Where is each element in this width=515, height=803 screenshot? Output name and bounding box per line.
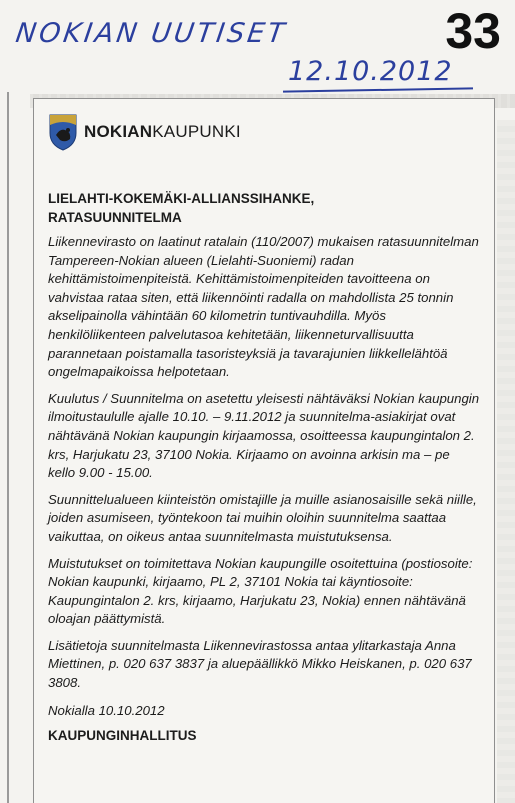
heading-line: RATASUUNNITELMA xyxy=(48,210,182,225)
column-rule xyxy=(7,92,9,803)
notice-paragraph: Suunnittelualueen kiinteistön omistajille ja muille asianosaisille sekä niille, joiden asumiseen, työntekoon tai muihin oloihin suunnitelma saattaa vaikuttaa, on oikeus antaa suunnitelmasta muistutuksensa. xyxy=(48,491,477,544)
date-underline xyxy=(283,87,473,92)
handwritten-title: NOKIAN UUTISET xyxy=(13,18,290,49)
heading-line: LIELAHTI-KOKEMÄKI-ALLIANSSIHANKE, xyxy=(48,191,315,206)
page-number: 33 xyxy=(445,3,501,59)
notice-paragraph: Liikennevirasto on laatinut ratalain (110/2007) mukaisen ratasuunnitelman Tampereen-Nokian alueen (Lielahti-Suoniemi) radan kehittämistoimenpiteistä. Kehittämistoimenpiteiden tavoitteena on vahvistaa rataa siten, että liikennöinti radalla on mahdollista 25 tonnin akselipainolla vähintään 60 kilometrin tuntivauhdilla. Myös henkilöliikenteen palvelutasoa kehitetään, liikenneturvallisuutta parannetaan poistamalla tasoristeyksiä ja tavarajunien liikkellelähtöä ongelmapaikoissa helpotetaan. xyxy=(48,234,479,380)
coat-of-arms-icon xyxy=(48,113,78,151)
brand-name-bold: NOKIAN xyxy=(84,122,153,141)
handwritten-date: 12.10.2012 xyxy=(288,56,453,87)
notice-header xyxy=(48,111,480,153)
signatory: KAUPUNGINHALLITUS xyxy=(48,727,197,743)
signing-date: Nokialla 10.10.2012 xyxy=(48,702,165,718)
adjacent-column-edge xyxy=(497,120,515,803)
notice-paragraph: Lisätietoja suunnitelmasta Liikennevirastossa antaa ylitarkastaja Anna Miettinen, p. 020 637 3837 ja aluepäällikkö Mikko Heiskanen, p. 020 637 3808. xyxy=(48,637,472,691)
public-notice xyxy=(33,98,495,803)
notice-paragraph: Kuulutus / Suunnitelma on asetettu yleisesti nähtäväksi Nokian kaupungin ilmoitustaululle ajalle 10.10. – 9.11.2012 ja suunnitelma-asiakirjat ovat nähtävänä Nokian kaupungin kirjaamossa, osoitteessa kaupungintalon 2. krs, Harjukatu 23, 37100 Nokia. Kirjaamo on avoinna arkisin ma – pe kello 9.00 - 15.00. xyxy=(48,390,480,481)
notice-paragraph: Muistutukset on toimitettava Nokian kaupungille osoitettuina (postiosoite: Nokian kaupunki, kirjaamo, PL 2, 37101 Nokia tai käyntiosoite: Kaupungintalon 2. krs, kirjaamo, Harjukatu 23, Nokia) ennen nähtävänä oloajan päättymistä. xyxy=(48,555,473,627)
brand-name-light: KAUPUNKI xyxy=(152,122,241,141)
notice-heading xyxy=(48,189,480,227)
municipality-brand xyxy=(84,122,241,142)
